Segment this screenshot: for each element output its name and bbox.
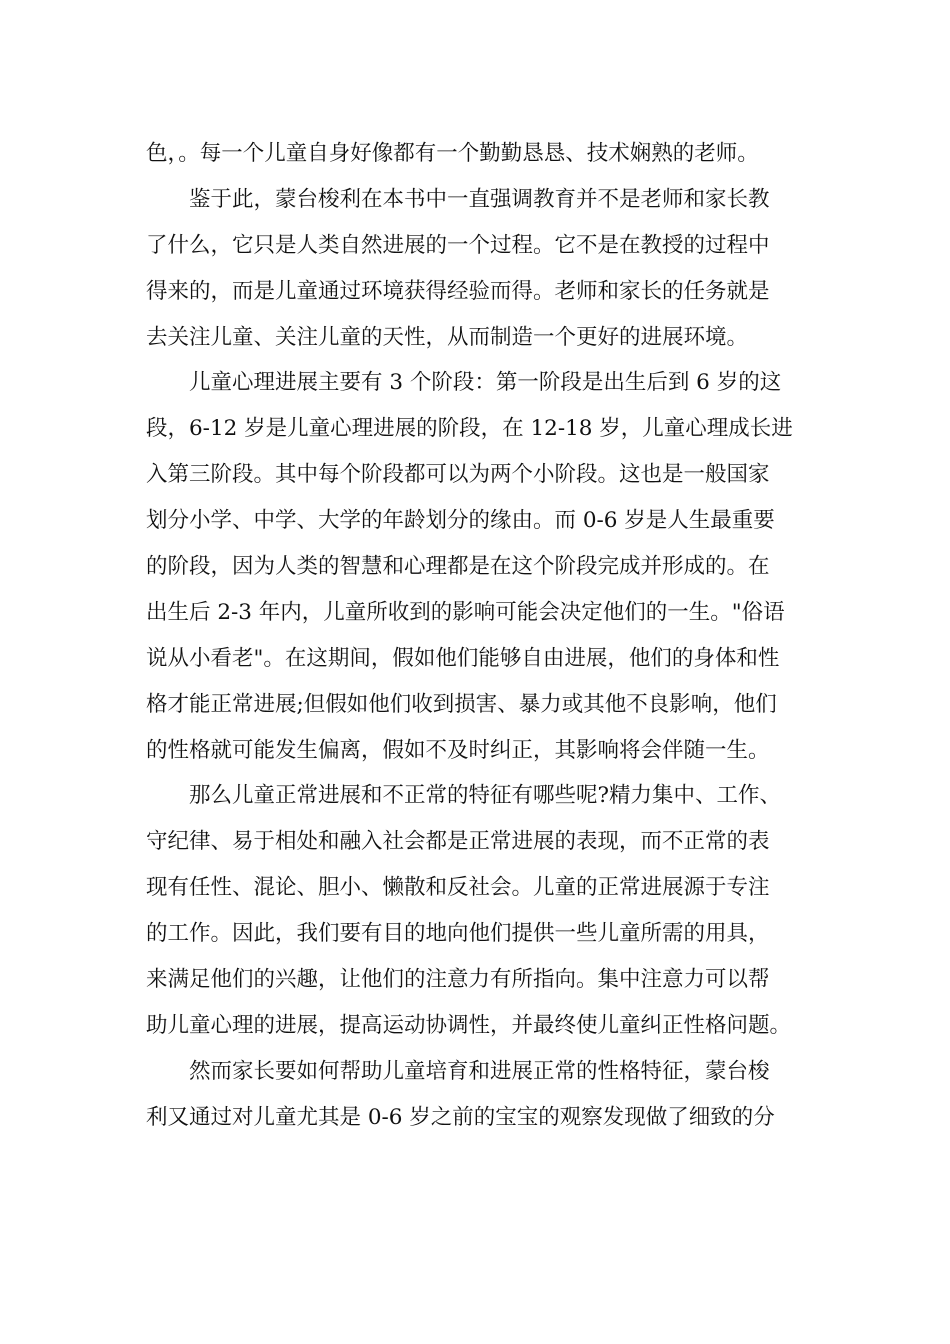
text-line: 助儿童心理的进展，提高运动协调性，并最终使儿童纠正性格问题。 bbox=[146, 1012, 792, 1038]
text-line: 入第三阶段。其中每个阶段都可以为两个小阶段。这也是一般国家 bbox=[146, 462, 770, 488]
text-line: 说从小看老"。在这期间，假如他们能够自由进展，他们的身体和性 bbox=[146, 645, 780, 671]
paragraph-start-line: 儿童心理进展主要有 3 个阶段：第一阶段是出生后到 6 岁的这 bbox=[189, 370, 782, 396]
text-line: 去关注儿童、关注儿童的天性，从而制造一个更好的进展环境。 bbox=[146, 324, 749, 350]
text-line: 出生后 2-3 年内，儿童所收到的影响可能会决定他们的一生。"俗语 bbox=[146, 599, 785, 625]
text-line: 段，6-12 岁是儿童心理进展的阶段，在 12-18 岁，儿童心理成长进 bbox=[146, 416, 793, 442]
text-line: 色，。每一个儿童自身好像都有一个勤勤恳恳、技术娴熟的老师。 bbox=[146, 141, 759, 166]
paragraph-start-line: 然而家长要如何帮助儿童培育和进展正常的性格特征，蒙台梭 bbox=[189, 1058, 770, 1084]
text-line: 划分小学、中学、大学的年龄划分的缘由。而 0-6 岁是人生最重要 bbox=[146, 508, 775, 534]
text-line: 利又通过对儿童尤其是 0-6 岁之前的宝宝的观察发现做了细致的分 bbox=[146, 1104, 775, 1130]
text-line: 了什么，它只是人类自然进展的一个过程。它不是在教授的过程中 bbox=[146, 232, 770, 258]
text-line: 的性格就可能发生偏离，假如不及时纠正，其影响将会伴随一生。 bbox=[146, 737, 770, 763]
paragraph-start-line: 那么儿童正常进展和不正常的特征有哪些呢?精力集中、工作、 bbox=[189, 783, 782, 809]
text-line: 的阶段，因为人类的智慧和心理都是在这个阶段完成并形成的。在 bbox=[146, 554, 770, 580]
text-line: 得来的，而是儿童通过环境获得经验而得。老师和家长的任务就是 bbox=[146, 278, 770, 304]
text-line: 守纪律、易于相处和融入社会都是正常进展的表现，而不正常的表 bbox=[146, 829, 770, 855]
paragraph-start-line: 鉴于此，蒙台梭利在本书中一直强调教育并不是老师和家长教 bbox=[189, 186, 770, 212]
text-line: 的工作。因此，我们要有目的地向他们提供一些儿童所需的用具， bbox=[146, 921, 770, 947]
text-line: 现有任性、混论、胆小、懒散和反社会。儿童的正常进展源于专注 bbox=[146, 875, 770, 901]
body-text bbox=[146, 131, 810, 1141]
text-line: 格才能正常进展;但假如他们收到损害、暴力或其他不良影响，他们 bbox=[146, 691, 777, 717]
text-line: 来满足他们的兴趣，让他们的注意力有所指向。集中注意力可以帮 bbox=[146, 967, 770, 993]
